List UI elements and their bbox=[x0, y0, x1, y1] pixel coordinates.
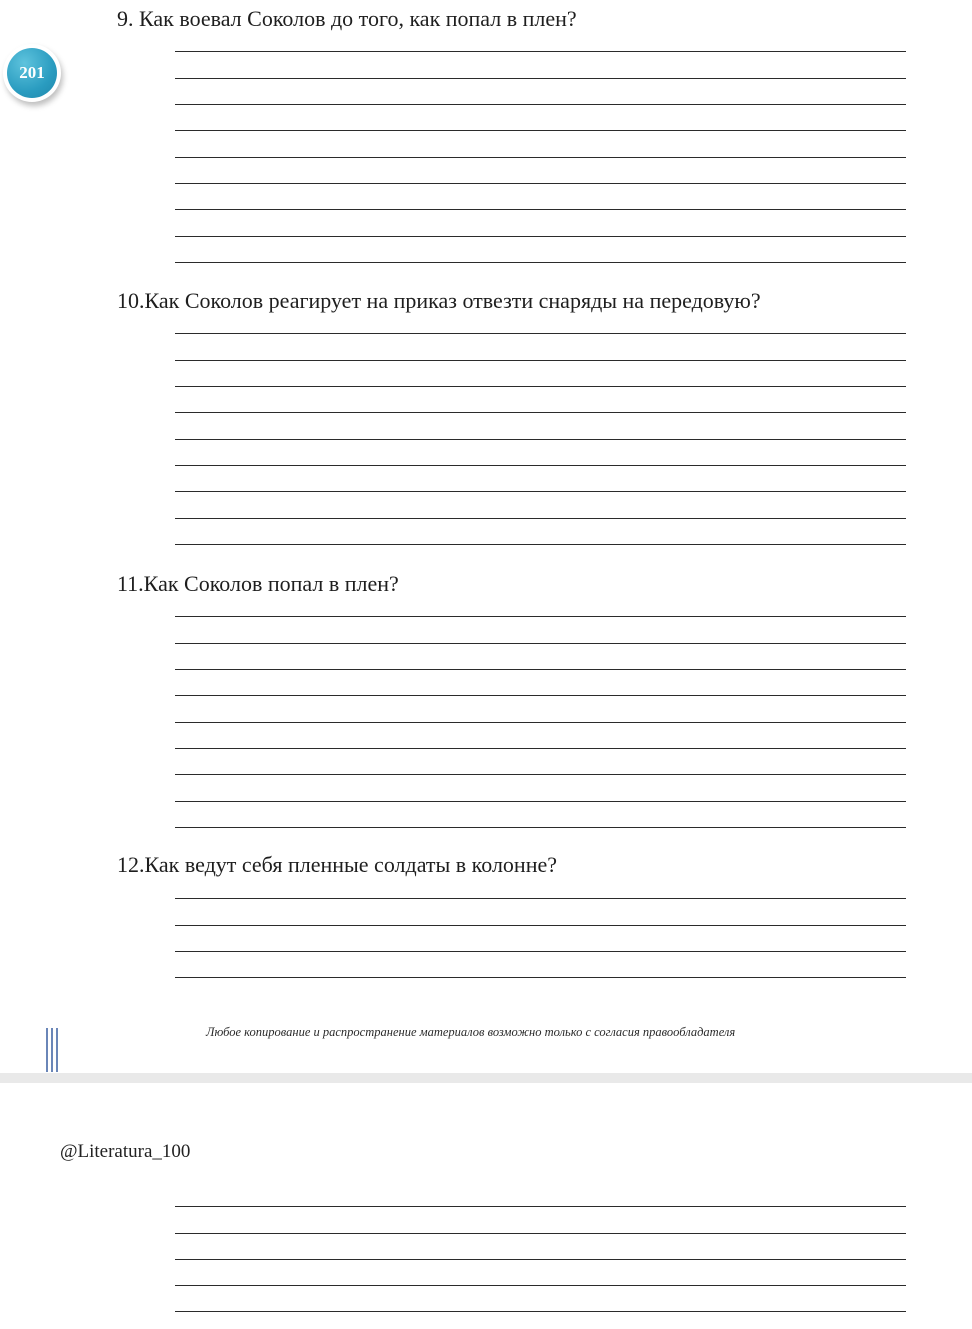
answer-line[interactable] bbox=[175, 977, 906, 978]
watermark-handle: @Literatura_100 bbox=[60, 1141, 191, 1162]
answer-line[interactable] bbox=[175, 695, 906, 696]
answer-line[interactable] bbox=[175, 439, 906, 440]
answer-line[interactable] bbox=[175, 209, 906, 210]
answer-line[interactable] bbox=[175, 925, 906, 926]
answer-line[interactable] bbox=[175, 898, 906, 899]
answer-line[interactable] bbox=[175, 616, 906, 617]
answer-line[interactable] bbox=[175, 722, 906, 723]
page-number: 201 bbox=[7, 48, 57, 98]
copyright-notice: Любое копирование и распространение материалов возможно только с согласия правообладателя bbox=[206, 1025, 736, 1039]
answer-line[interactable] bbox=[175, 104, 906, 105]
answer-line[interactable] bbox=[175, 491, 906, 492]
answer-line[interactable] bbox=[175, 544, 906, 545]
answer-line[interactable] bbox=[175, 360, 906, 361]
question-9: 9. Как воевал Соколов до того, как попал в плен? bbox=[117, 6, 577, 31]
answer-line[interactable] bbox=[175, 1206, 906, 1207]
answer-line[interactable] bbox=[175, 1233, 906, 1234]
answer-line[interactable] bbox=[175, 51, 906, 52]
page-separator bbox=[0, 1073, 972, 1083]
answer-line[interactable] bbox=[175, 262, 906, 263]
question-12: 12.Как ведут себя пленные солдаты в колонне? bbox=[117, 852, 558, 877]
answer-line[interactable] bbox=[175, 130, 906, 131]
answer-line[interactable] bbox=[175, 1285, 906, 1286]
question-10: 10.Как Соколов реагирует на приказ отвезти снаряды на передовую? bbox=[117, 288, 761, 313]
answer-line[interactable] bbox=[175, 748, 906, 749]
answer-line[interactable] bbox=[175, 78, 906, 79]
answer-line[interactable] bbox=[175, 1311, 906, 1312]
answer-line[interactable] bbox=[175, 801, 906, 802]
answer-line[interactable] bbox=[175, 236, 906, 237]
question-11: 11.Как Соколов попал в плен? bbox=[117, 571, 399, 596]
answer-line[interactable] bbox=[175, 183, 906, 184]
answer-line[interactable] bbox=[175, 1259, 906, 1260]
answer-line[interactable] bbox=[175, 827, 906, 828]
answer-line[interactable] bbox=[175, 465, 906, 466]
answer-line[interactable] bbox=[175, 643, 906, 644]
answer-line[interactable] bbox=[175, 333, 906, 334]
answer-line[interactable] bbox=[175, 157, 906, 158]
answer-line[interactable] bbox=[175, 518, 906, 519]
answer-line[interactable] bbox=[175, 951, 906, 952]
answer-line[interactable] bbox=[175, 774, 906, 775]
answer-line[interactable] bbox=[175, 386, 906, 387]
footer-decoration bbox=[46, 1028, 60, 1072]
page-number-badge bbox=[3, 44, 61, 102]
answer-line[interactable] bbox=[175, 669, 906, 670]
answer-line[interactable] bbox=[175, 412, 906, 413]
